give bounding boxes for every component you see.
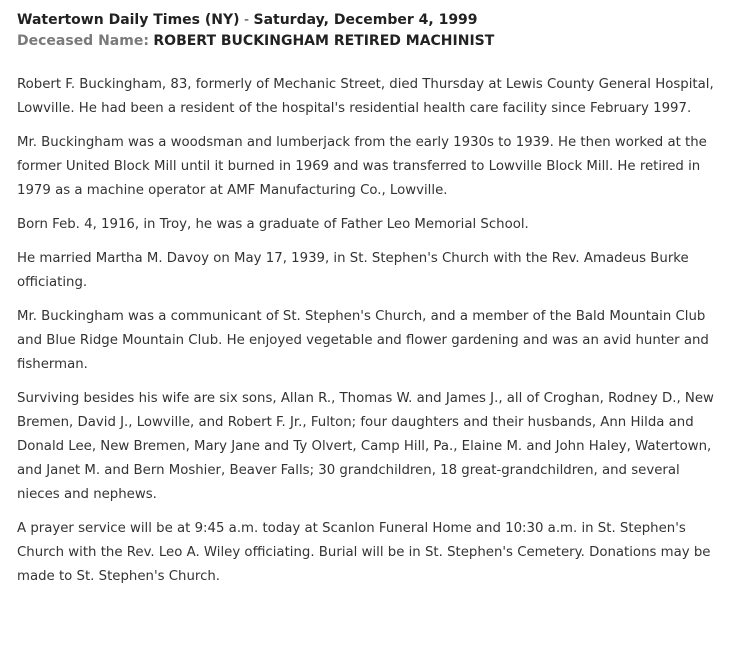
paragraph-memberships: Mr. Buckingham was a communicant of St. Stephen's Church, and a member of the Bald Mountain Club and Blue Ridge Mountain Club. He enjoyed vegetable and flower gardening and was an avid hunter and fisherman.	[17, 309, 709, 372]
paragraph-birth: Born Feb. 4, 1916, in Troy, he was a graduate of Father Leo Memorial School.	[17, 217, 529, 232]
deceased-label: Deceased Name:	[17, 33, 149, 49]
deceased-line	[17, 31, 722, 52]
paragraph-services: A prayer service will be at 9:45 a.m. today at Scanlon Funeral Home and 10:30 a.m. in St. Stephen's Church with the Rev. Leo A. Wiley officiating. Burial will be in St. Stephen's Cemetery. Donations may be made to St. Stephen's Church.	[17, 521, 711, 584]
paragraph-survivors: Surviving besides his wife are six sons, Allan R., Thomas W. and James J., all of Croghan, Rodney D., New Bremen, David J., Lowville, and Robert F. Jr., Fulton; four daughters and their husbands, Ann Hilda and Donald Lee, New Bremen, Mary Jane and Ty Olvert, Camp Hill, Pa., Elaine M. and John Haley, Watertown, and Janet M. and Bern Moshier, Beaver Falls; 30 grandchildren, 18 great-grandchildren, and several nieces and nephews.	[17, 391, 714, 502]
paragraph-marriage: He married Martha M. Davoy on May 17, 1939, in St. Stephen's Church with the Rev. Amadeus Burke officiating.	[17, 251, 689, 290]
obituary-body	[17, 73, 722, 589]
source-line	[17, 10, 722, 31]
publication-date: Saturday, December 4, 1999	[253, 12, 478, 28]
paragraph-career: Mr. Buckingham was a woodsman and lumberjack from the early 1930s to 1939. He then worked at the former United Block Mill until it burned in 1969 and was transferred to Lowville Block Mill. He retired in 1979 as a machine operator at AMF Manufacturing Co., Lowville.	[17, 135, 707, 198]
paragraph-death-notice: Robert F. Buckingham, 83, formerly of Mechanic Street, died Thursday at Lewis County General Hospital, Lowville. He had been a resident of the hospital's residential health care facility since February 1997.	[17, 77, 714, 116]
header-separator: -	[239, 12, 254, 28]
newspaper-name: Watertown Daily Times (NY)	[17, 12, 240, 28]
deceased-name: ROBERT BUCKINGHAM RETIRED MACHINIST	[153, 33, 495, 49]
